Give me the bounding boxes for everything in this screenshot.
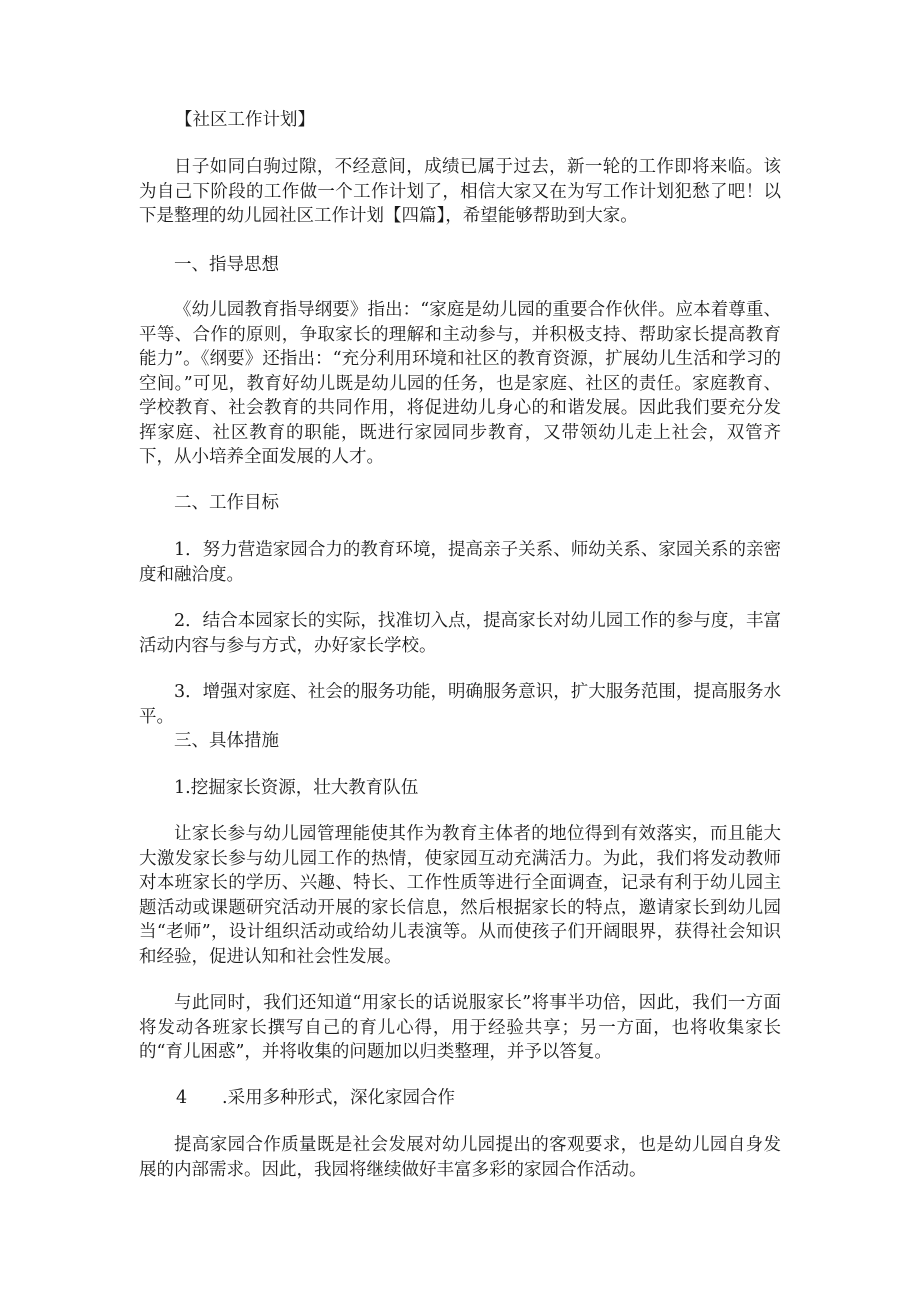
intro-paragraph: 日子如同白驹过隙，不经意间，成绩已属于过去，新一轮的工作即将来临。该为自己下阶段的工作做一个工作计划了，相信大家又在为写工作计划犯愁了吧！以下是整理的幼儿园社区工作计划【四篇】，希望能够帮助到大家。: [139, 157, 781, 226]
document-title: 【社区工作计划】: [175, 110, 315, 130]
measure-4-title: .采用多种形式，深化家园合作: [222, 1088, 456, 1108]
measure-4-title-row: [176, 1086, 455, 1110]
guiding-ideology-paragraph: 《幼儿园教育指导纲要》指出：“家庭是幼儿园的重要合作伙伴。应本着尊重、平等、合作的原则，争取家长的理解和主动参与，并积极支持、帮助家长提高教育能力”。《纲要》还指出：“充分利用环境和社区的教育资源，扩展幼儿生活和学习的空间。”可见，教育好幼儿既是幼儿园的任务，也是家庭、社区的责任。家庭教育、学校教育、社会教育的共同作用，将促进幼儿身心的和谐发展。因此我们要充分发挥家庭、社区教育的职能，既进行家园同步教育，又带领幼儿走上社会，双管齐下，从小培养全面发展的人才。: [139, 300, 781, 467]
section-heading-guiding-ideology: 一、指导思想: [174, 255, 279, 275]
goal-item-1: 1．努力营造家园合力的教育环境，提高亲子关系、师幼关系、家园关系的亲密度和融洽度。: [139, 540, 781, 585]
section-heading-work-goals: 二、工作目标: [174, 493, 279, 513]
goal-item-3: 3．增强对家庭、社会的服务功能，明确服务意识，扩大服务范围，提高服务水平。: [139, 682, 781, 727]
measure-4-paragraph-1: 提高家园合作质量既是社会发展对幼儿园提出的客观要求，也是幼儿园自身发展的内部需求。因此，我园将继续做好丰富多彩的家园合作活动。: [139, 1135, 781, 1180]
measure-1-paragraph-2: 与此同时，我们还知道“用家长的话说服家长”将事半功倍，因此，我们一方面将发动各班家长撰写自己的育儿心得，用于经验共享；另一方面，也将收集家长的“育儿困惑”，并将收集的问题加以归类整理，并予以答复。: [139, 993, 781, 1062]
measure-1-paragraph-1: 让家长参与幼儿园管理能使其作为教育主体者的地位得到有效落实，而且能大大激发家长参与幼儿园工作的热情，使家园互动充满活力。为此，我们将发动教师对本班家长的学历、兴趣、特长、工作性质等进行全面调查，记录有利于幼儿园主题活动或课题研究活动开展的家长信息，然后根据家长的特点，邀请家长到幼儿园当“老师”，设计组织活动或给幼儿表演等。从而使孩子们开阔眼界，获得社会知识和经验，促进认知和社会性发展。: [139, 824, 781, 967]
measure-4-number: 4: [176, 1088, 188, 1108]
measure-1-title: 1.挖掘家长资源，壮大教育队伍: [174, 778, 419, 798]
goal-item-2: 2．结合本园家长的实际，找准切入点，提高家长对幼儿园工作的参与度，丰富活动内容与参与方式，办好家长学校。: [139, 611, 781, 656]
section-heading-measures: 三、具体措施: [174, 731, 279, 751]
